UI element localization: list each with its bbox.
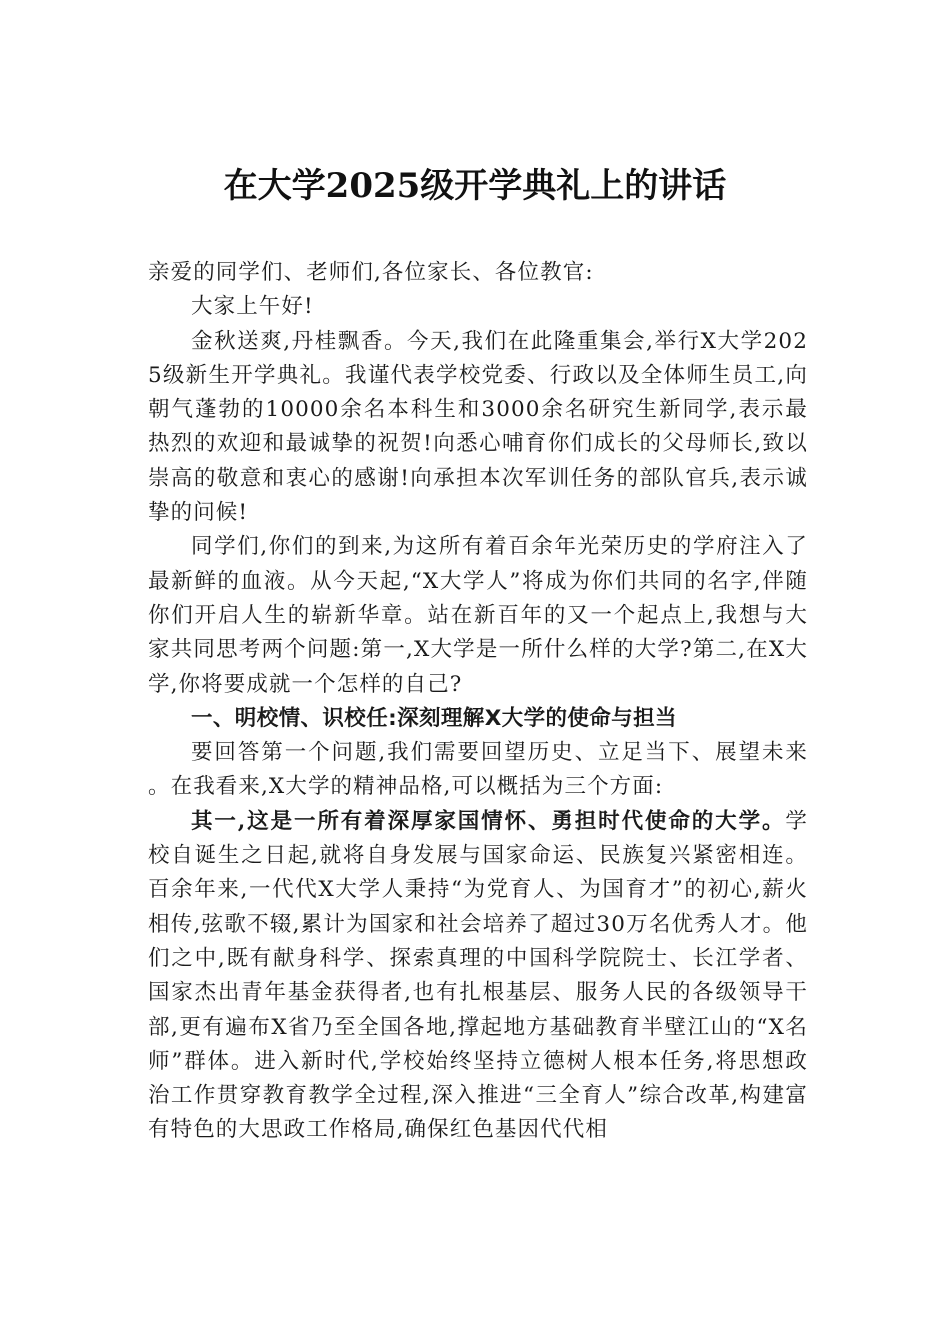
paragraph-intro-section-1: 要回答第一个问题,我们需要回望历史、立足当下、展望未来。在我看来,X大学的精神品格,可以概括为三个方面: (148, 740, 808, 800)
point-1-body: 学校自诞生之日起,就将自身发展与国家命运、民族复兴紧密相连。百余年来,一代代X大学人秉持“为党育人、为国育才”的初心,薪火相传,弦歌不辍,累计为国家和社会培养了超过30万名优秀人才。他们之中,既有献身科学、探索真理的中国科学院院士、长江学者、国家杰出青年基金获得者,也有扎根基层、服务人民的各级领导干部,更有遍布X省乃至全国各地,撑起地方基础教育半壁江山的“X名师”群体。进入新时代,学校始终坚持立德树人根本任务,将思想政治工作贯穿教育教学全过程,深入推进“三全育人”综合改革,构建富有特色的大思政工作格局,确保红色基因代代相 (148, 808, 808, 1143)
paragraph-welcome: 金秋送爽,丹桂飘香。今天,我们在此隆重集会,举行X大学2025级新生开学典礼。我谨代表学校党委、行政以及全体师生员工,向朝气蓬勃的10000余名本科生和3000余名研究生新同学,表示最热烈的欢迎和最诚挚的祝贺!向悉心哺育你们成长的父母师长,致以崇高的敬意和衷心的感谢!向承担本次军训任务的部队官兵,表示诚挚的问候! (148, 328, 808, 526)
paragraph-questions: 同学们,你们的到来,为这所有着百余年光荣历史的学府注入了最新鲜的血液。从今天起,“X大学人”将成为你们共同的名字,伴随你们开启人生的崭新华章。站在新百年的又一个起点上,我想与大家共同思考两个问题:第一,X大学是一所什么样的大学?第二,在X大学,你将要成就一个怎样的自己? (148, 534, 808, 697)
section-heading-1: 一、明校情、识校任:深刻理解X大学的使命与担当 (191, 705, 677, 731)
paragraph-point-1 (148, 805, 808, 1148)
document-body (148, 256, 808, 1148)
salutation: 亲爱的同学们、老师们,各位家长、各位教官: (148, 260, 594, 285)
document-title: 在大学2025级开学典礼上的讲话 (223, 166, 727, 206)
greeting: 大家上午好! (191, 294, 314, 320)
point-1-lead-sentence: 其一,这是一所有着深厚家国情怀、勇担时代使命的大学。 (191, 808, 786, 834)
